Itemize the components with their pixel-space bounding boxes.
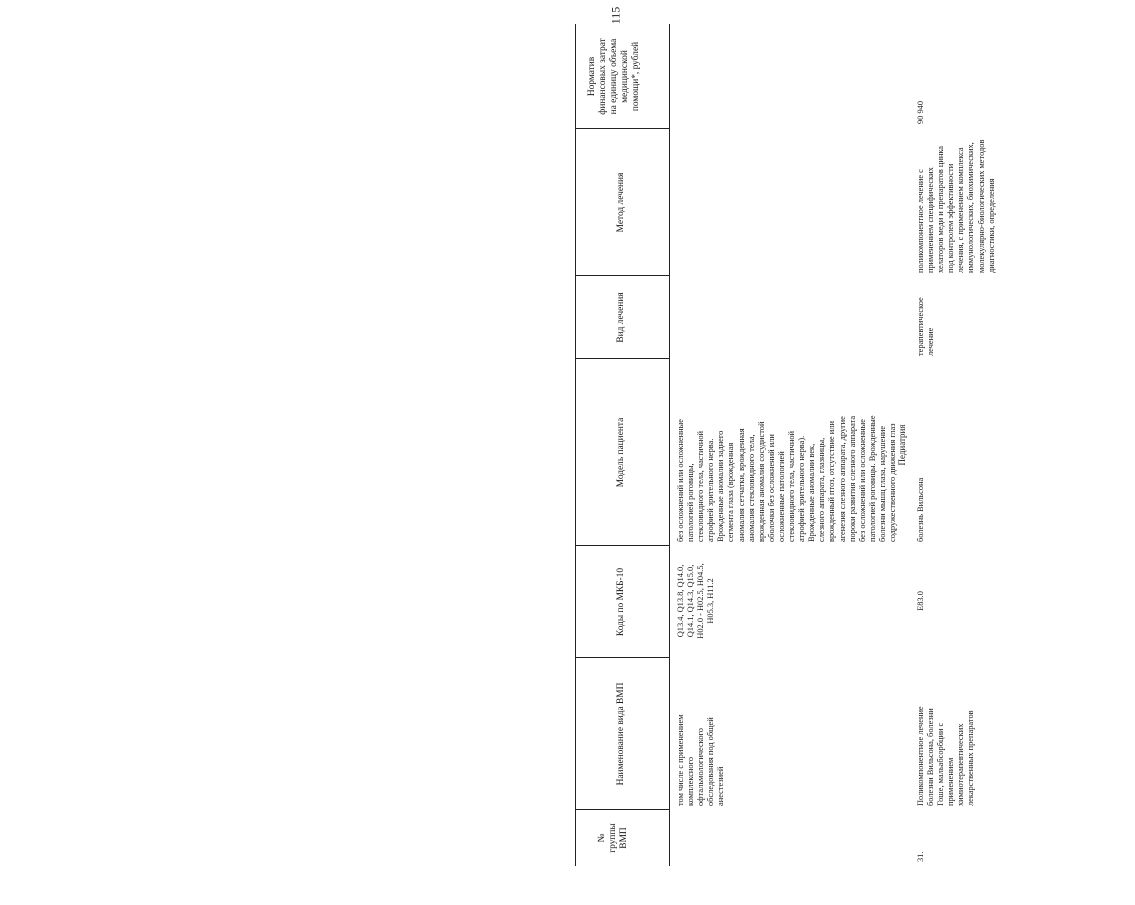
row2-cost-norm: 90 940	[916, 100, 925, 124]
row1-patient-model: без осложнений или осложненные патологией роговицы, стекловидного тела, частичной атрофией зрительного нерва. Врожденные аномалии заднего сегмента глаза (врожденная аномалия сетчатки, врожденная аномалия стекловидного тела, врожденная аномалия сосудистой оболочки без осложнений или осложненные патологией стекловидного тела, частичной атрофией зрительного нерва). Врожденные аномалии век, слезного аппарата, глазницы, врожденный птоз, отсутствие или агенезия слезного аппарата, другие пороки развития слезного аппарата без осложнений или осложненные патологией роговицы. Врожденные болезни мышц глаза, нарушение содружественного движения глаз	[676, 415, 897, 542]
row1-icd-codes: Q13.4, Q13.8, Q14.0, Q14.1, Q14.3, Q15.0, H02.0 - H02.5, H04.5, H05.3, H11.2	[676, 563, 716, 639]
header-cost-norm: Норматив финансовых затрат на единицу объема медицинской помощи*, рублей	[587, 38, 641, 115]
header-treatment-method: Метод лечения	[616, 172, 626, 233]
row2-patient-model: болезнь Вильсона	[916, 477, 925, 542]
row2-group-number: 31.	[916, 851, 925, 862]
header-patient-model: Модель пациента	[616, 417, 626, 488]
header-group-number: № группы ВМП	[597, 823, 629, 853]
table-top-rule	[575, 24, 576, 866]
row2-vmp-name: Поликомпонентное лечение болезни Вильсона, болезни Гоше, мальабсорбции с применением химиотерапевтических лекарственных препаратов	[916, 706, 976, 806]
table-header-rule	[669, 24, 670, 866]
page-number: 115	[608, 6, 623, 25]
row2-icd-codes: E83.0	[916, 591, 925, 611]
header-icd-codes: Коды по МКБ-10	[616, 567, 626, 637]
row1-vmp-name: том числе с применением комплексного офтальмологического обследования под общей анестезией	[676, 714, 726, 806]
section-title: Педиатрия	[897, 424, 907, 466]
row2-treatment-type: терапевтическое лечение	[916, 297, 936, 356]
row2-treatment-method: поликомпонентное лечение с применением специфических хелаторов меди и препаратов цинка под контролем эффективности лечения, с применением комплекса иммунологических, биохимических, молекулярно-биологических методов диагностики, определения	[916, 139, 996, 273]
header-treatment-type: Вид лечения	[616, 292, 626, 343]
header-vmp-name: Наименование вида ВМП	[616, 682, 626, 786]
rotated-table	[575, 24, 1135, 866]
